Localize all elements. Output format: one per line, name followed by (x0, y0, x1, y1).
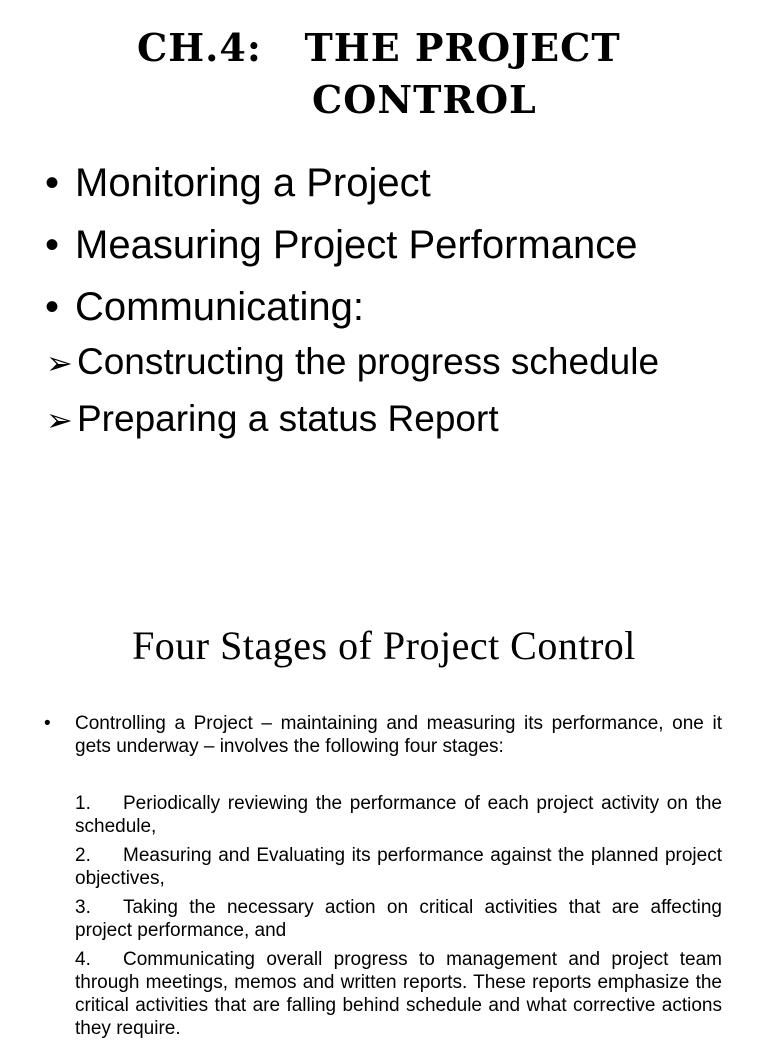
bullet-icon: • (45, 285, 60, 329)
bullet-icon: • (44, 713, 51, 734)
slide-title (0, 22, 768, 126)
stage-number: 4. (75, 949, 91, 970)
topic-text: Measuring Project Performance (75, 223, 638, 267)
slide-title-line-1: CH.4: THE PROJECT (137, 25, 621, 70)
stage-text: Taking the necessary action on critical activities that are affecting project performance, and (75, 897, 722, 941)
stage-item (75, 844, 722, 890)
topic-text: Monitoring a Project (75, 161, 431, 205)
intro-paragraph (44, 712, 722, 758)
sub-topic-list (46, 334, 659, 448)
stage-number: 2. (75, 845, 91, 866)
topic-item (45, 152, 637, 214)
sub-topic-item (46, 334, 659, 391)
intro-text: Controlling a Project – maintaining and measuring its performance, one it gets underway – involves the following four stages: (75, 713, 722, 757)
topic-item (45, 214, 637, 276)
sub-topic-text: Preparing a status Report (77, 398, 499, 439)
arrow-bullet-icon: ➢ (46, 402, 73, 438)
stage-text: Communicating overall progress to management and project team through meetings, memos and written reports. These reports emphasize the critical activities that are falling behind schedule and what corrective actions they require. (75, 949, 722, 1039)
stage-list (75, 792, 722, 1046)
topic-text: Communicating: (75, 285, 365, 329)
stage-item (75, 896, 722, 942)
stage-text: Periodically reviewing the performance of each project activity on the schedule, (75, 793, 722, 837)
section-title: Four Stages of Project Control (132, 623, 636, 668)
sub-topic-item (46, 391, 659, 448)
stage-item (75, 792, 722, 838)
sub-topic-text: Constructing the progress schedule (77, 341, 660, 382)
stage-text: Measuring and Evaluating its performance against the planned project objectives, (75, 845, 722, 889)
topic-item (45, 276, 637, 338)
arrow-bullet-icon: ➢ (46, 345, 73, 381)
stage-number: 1. (75, 793, 91, 814)
bullet-icon: • (45, 161, 60, 205)
slide-title-line-2: CONTROL (312, 77, 537, 122)
stage-item (75, 948, 722, 1040)
stage-number: 3. (75, 897, 91, 918)
topic-list (45, 152, 637, 338)
bullet-icon: • (45, 223, 60, 267)
